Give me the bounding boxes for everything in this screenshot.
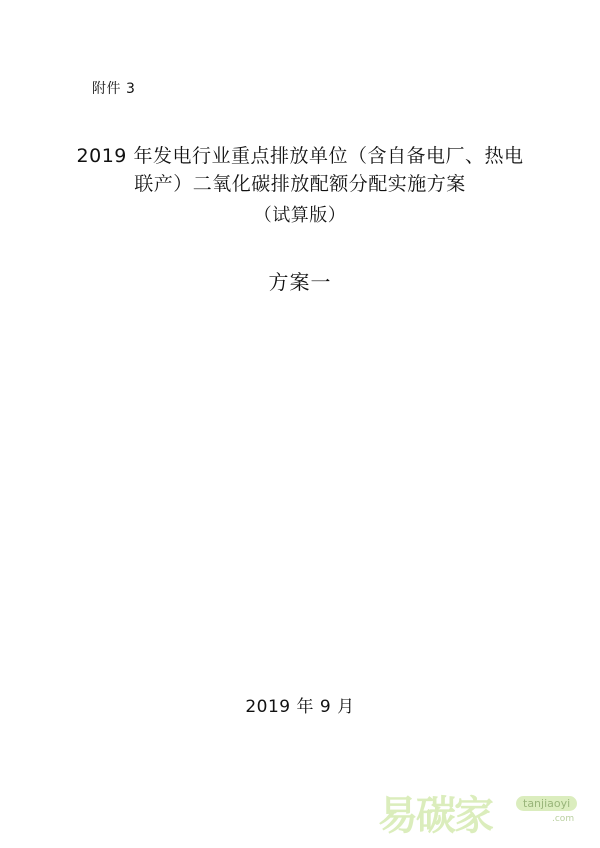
document-date: 2019 年 9 月 [245, 697, 355, 717]
watermark-brand-text: 易碳家 [378, 793, 492, 839]
document-title-line-3: （试算版） [253, 205, 347, 226]
watermark-domain-tag: tanjiaoyi [516, 796, 577, 811]
document-title-line-2: 联产）二氧化碳排放配额分配实施方案 [134, 173, 466, 195]
watermark-logo [378, 782, 594, 838]
plan-heading: 方案一 [268, 270, 332, 294]
attachment-label: 附件 3 [92, 81, 136, 97]
document-title-line-1: 2019 年发电行业重点排放单位（含自备电厂、热电 [76, 145, 524, 167]
watermark-domain-suffix: .com [552, 814, 575, 824]
